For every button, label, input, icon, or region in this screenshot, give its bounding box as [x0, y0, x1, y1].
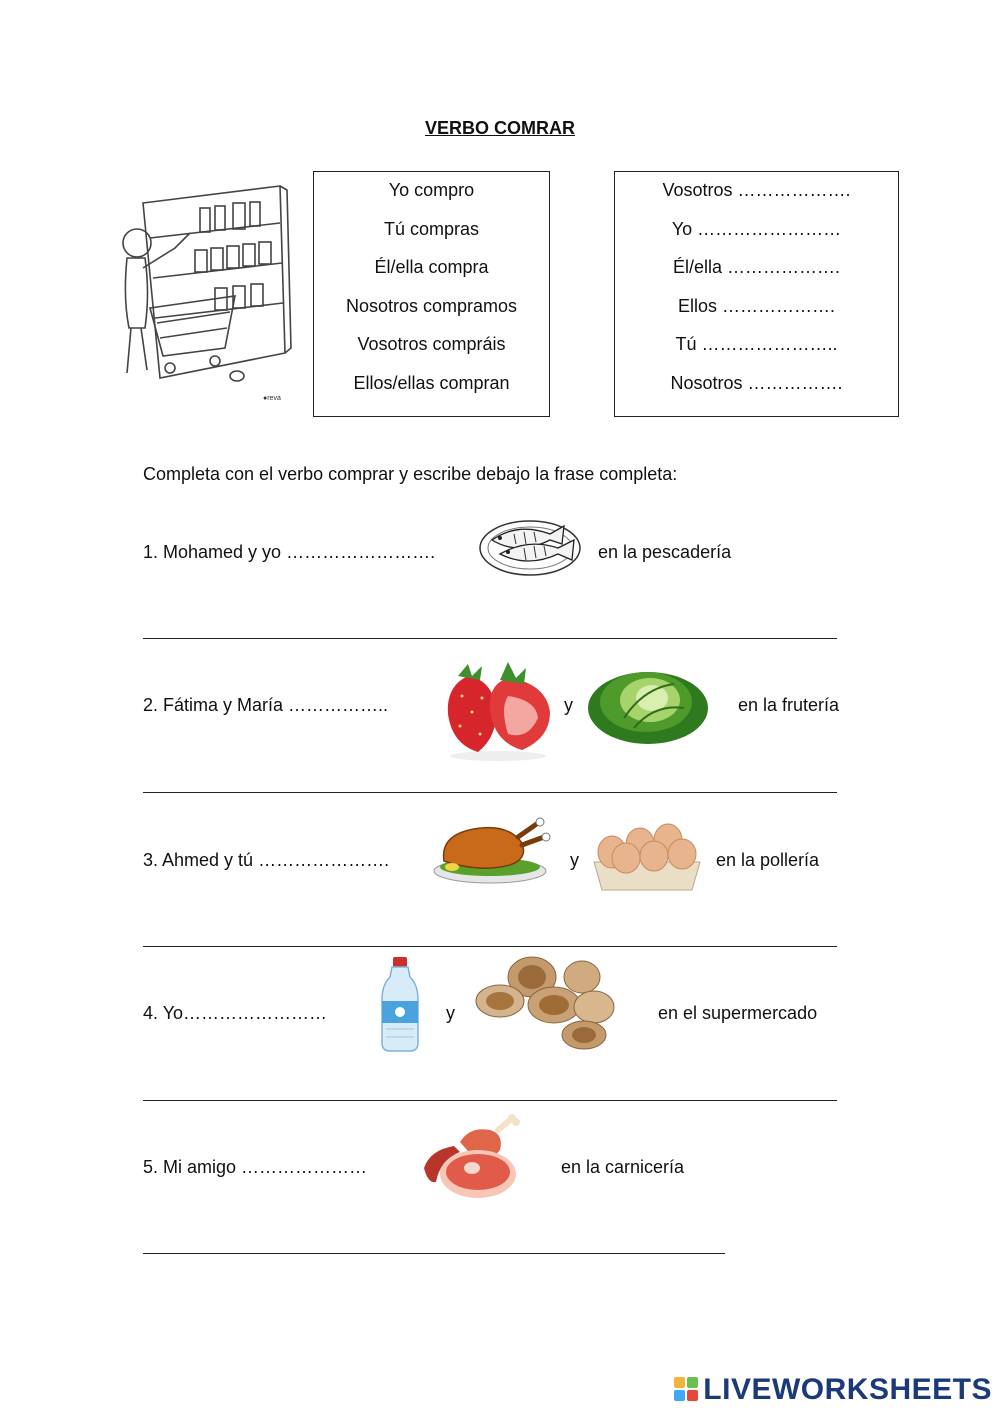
exercise-2-connector: y	[564, 695, 573, 715]
conjugation-row: Yo compro	[388, 180, 475, 200]
conjugation-row: Vosotros compráis	[357, 334, 506, 354]
practice-row[interactable]: Nosotros …………….	[670, 373, 843, 393]
lettuce-icon	[584, 658, 714, 750]
strawberries-icon	[438, 656, 558, 764]
answer-line[interactable]	[143, 792, 837, 793]
exercise-1-place: en la pescadería	[598, 542, 732, 562]
exercise-4-prompt[interactable]: 4. Yo……………………	[143, 1003, 328, 1023]
page-title: VERBO COMRAR	[424, 118, 575, 138]
exercise-3-prompt[interactable]: 3. Ahmed y tú ………………….	[143, 850, 390, 870]
answer-line[interactable]	[143, 1100, 837, 1101]
conjugation-row: Nosotros compramos	[345, 296, 518, 316]
practice-row[interactable]: Yo ……………………	[671, 219, 842, 239]
exercise-3-place: en la pollería	[716, 850, 820, 870]
water-bottle-icon	[378, 955, 422, 1053]
liveworksheets-logo	[674, 1373, 992, 1407]
exercise-2-prompt[interactable]: 2. Fátima y María ……………..	[143, 695, 389, 715]
answer-line[interactable]	[143, 1253, 725, 1254]
exercise-3-connector: y	[570, 850, 579, 870]
shopper-illustration	[115, 178, 290, 408]
roast-chicken-icon	[430, 815, 552, 887]
conjugation-box	[313, 171, 550, 417]
answer-line[interactable]	[143, 638, 837, 639]
meat-icon	[420, 1112, 524, 1202]
exercise-2-place: en la frutería	[738, 695, 840, 715]
eggs-carton-icon	[588, 818, 706, 894]
practice-row[interactable]: Ellos ……………….	[677, 296, 836, 316]
fish-plate-icon	[478, 512, 588, 578]
conjugation-row: Tú compras	[383, 219, 480, 239]
practice-row[interactable]: Él/ella ……………….	[672, 257, 841, 277]
exercise-5-prompt[interactable]: 5. Mi amigo …………………	[143, 1157, 368, 1177]
instruction-text: Completa con el verbo comprar y escribe debajo la frase completa:	[143, 464, 678, 484]
exercise-1-prompt[interactable]: 1. Mohamed y yo …………………….	[143, 542, 436, 562]
svg-text:●reva: ●reva	[263, 395, 281, 402]
practice-row[interactable]: Tú …………………..	[675, 334, 838, 354]
conjugation-row: Él/ella compra	[374, 257, 489, 277]
conjugation-row: Ellos/ellas compran	[353, 373, 510, 393]
walnuts-icon	[472, 955, 620, 1055]
exercise-4-connector: y	[446, 1003, 455, 1023]
brand-name: LIVEWORKSHEETS	[703, 1373, 992, 1406]
exercise-4-place: en el supermercado	[658, 1003, 818, 1023]
practice-box	[614, 171, 899, 417]
exercise-5-place: en la carnicería	[561, 1157, 685, 1177]
practice-row[interactable]: Vosotros ……………….	[662, 180, 851, 200]
brand-mark-icon	[674, 1377, 700, 1403]
answer-line[interactable]	[143, 946, 837, 947]
